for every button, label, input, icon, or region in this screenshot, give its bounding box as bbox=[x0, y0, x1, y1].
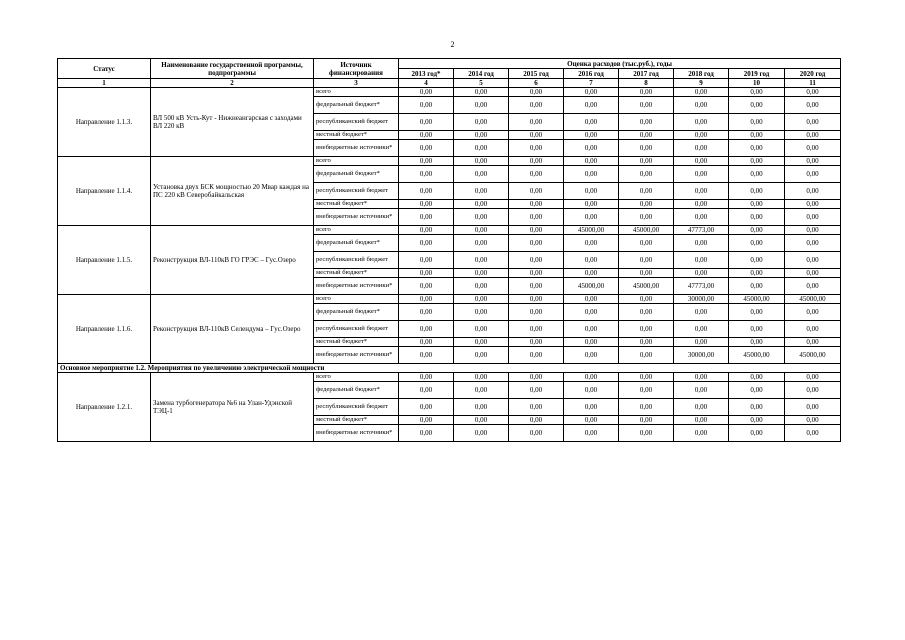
value-cell: 0,00 bbox=[399, 226, 454, 235]
value-cell: 0,00 bbox=[399, 321, 454, 338]
value-cell: 0,00 bbox=[454, 183, 509, 200]
funding-source-cell: федеральный бюджет* bbox=[314, 97, 399, 114]
value-cell: 0,00 bbox=[674, 252, 729, 269]
program-name-cell: ВЛ 500 кВ Усть-Кут - Нижнеангарская с заходами ВЛ 220 кВ bbox=[151, 88, 314, 157]
value-cell: 0,00 bbox=[619, 425, 674, 442]
funding-source-cell: местный бюджет* bbox=[314, 338, 399, 347]
value-cell: 0,00 bbox=[454, 200, 509, 209]
value-cell: 0,00 bbox=[674, 416, 729, 425]
value-cell: 0,00 bbox=[509, 114, 564, 131]
table-row bbox=[58, 88, 841, 97]
value-cell: 0,00 bbox=[564, 131, 619, 140]
value-cell: 0,00 bbox=[564, 338, 619, 347]
program-name-cell: Реконструкция ВЛ-110кВ Селендума – Гус.Озеро bbox=[151, 295, 314, 364]
value-cell: 0,00 bbox=[729, 382, 785, 399]
header-column-index: 5 bbox=[454, 79, 509, 88]
funding-source-cell: внебюджетные источники* bbox=[314, 425, 399, 442]
value-cell: 45000,00 bbox=[729, 347, 785, 364]
value-cell: 0,00 bbox=[619, 88, 674, 97]
value-cell: 0,00 bbox=[674, 338, 729, 347]
value-cell: 30000,00 bbox=[674, 347, 729, 364]
value-cell: 0,00 bbox=[785, 382, 841, 399]
value-cell: 0,00 bbox=[729, 373, 785, 382]
value-cell: 45000,00 bbox=[785, 295, 841, 304]
status-cell: Направление 1.1.6. bbox=[58, 295, 151, 364]
funding-source-cell: местный бюджет* bbox=[314, 200, 399, 209]
value-cell: 0,00 bbox=[785, 373, 841, 382]
value-cell: 0,00 bbox=[619, 114, 674, 131]
value-cell: 0,00 bbox=[729, 252, 785, 269]
value-cell: 0,00 bbox=[564, 209, 619, 226]
value-cell: 0,00 bbox=[674, 209, 729, 226]
funding-source-cell: федеральный бюджет* bbox=[314, 304, 399, 321]
value-cell: 0,00 bbox=[399, 373, 454, 382]
value-cell: 0,00 bbox=[785, 416, 841, 425]
value-cell: 0,00 bbox=[509, 131, 564, 140]
value-cell: 0,00 bbox=[564, 97, 619, 114]
status-cell: Направление 1.1.3. bbox=[58, 88, 151, 157]
header-estimate: Оценка расходов (тыс.руб.), годы bbox=[399, 59, 841, 69]
value-cell: 0,00 bbox=[785, 183, 841, 200]
value-cell: 0,00 bbox=[509, 338, 564, 347]
value-cell: 0,00 bbox=[785, 114, 841, 131]
funding-source-cell: республиканский бюджет bbox=[314, 114, 399, 131]
value-cell: 0,00 bbox=[729, 399, 785, 416]
value-cell: 0,00 bbox=[619, 97, 674, 114]
funding-source-cell: внебюджетные источники* bbox=[314, 278, 399, 295]
value-cell: 0,00 bbox=[729, 166, 785, 183]
value-cell: 0,00 bbox=[399, 183, 454, 200]
value-cell: 0,00 bbox=[399, 269, 454, 278]
value-cell: 0,00 bbox=[399, 338, 454, 347]
value-cell: 0,00 bbox=[454, 338, 509, 347]
value-cell: 0,00 bbox=[564, 373, 619, 382]
value-cell: 0,00 bbox=[674, 140, 729, 157]
value-cell: 0,00 bbox=[674, 373, 729, 382]
value-cell: 0,00 bbox=[399, 235, 454, 252]
value-cell: 0,00 bbox=[785, 209, 841, 226]
value-cell: 0,00 bbox=[564, 140, 619, 157]
value-cell: 45000,00 bbox=[729, 295, 785, 304]
value-cell: 45000,00 bbox=[785, 347, 841, 364]
value-cell: 0,00 bbox=[564, 88, 619, 97]
value-cell: 0,00 bbox=[619, 252, 674, 269]
value-cell: 0,00 bbox=[564, 321, 619, 338]
status-cell: Направление 1.1.4. bbox=[58, 157, 151, 226]
value-cell: 0,00 bbox=[619, 295, 674, 304]
value-cell: 0,00 bbox=[564, 166, 619, 183]
program-name-cell: Реконструкция ВЛ-110кВ ГО ГРЭС – Гус.Озеро bbox=[151, 226, 314, 295]
value-cell: 0,00 bbox=[509, 252, 564, 269]
value-cell: 0,00 bbox=[454, 166, 509, 183]
value-cell: 0,00 bbox=[399, 140, 454, 157]
value-cell: 0,00 bbox=[674, 157, 729, 166]
value-cell: 0,00 bbox=[785, 140, 841, 157]
value-cell: 47773,00 bbox=[674, 226, 729, 235]
funding-source-cell: внебюджетные источники* bbox=[314, 140, 399, 157]
value-cell: 0,00 bbox=[674, 399, 729, 416]
value-cell: 0,00 bbox=[785, 157, 841, 166]
value-cell: 0,00 bbox=[619, 382, 674, 399]
value-cell: 45000,00 bbox=[564, 226, 619, 235]
budget-table bbox=[57, 58, 841, 442]
value-cell: 0,00 bbox=[729, 114, 785, 131]
value-cell: 0,00 bbox=[729, 200, 785, 209]
value-cell: 0,00 bbox=[564, 347, 619, 364]
value-cell: 0,00 bbox=[509, 166, 564, 183]
value-cell: 0,00 bbox=[399, 200, 454, 209]
value-cell: 0,00 bbox=[399, 88, 454, 97]
funding-source-cell: федеральный бюджет* bbox=[314, 235, 399, 252]
value-cell: 0,00 bbox=[564, 235, 619, 252]
value-cell: 0,00 bbox=[454, 295, 509, 304]
funding-source-cell: всего bbox=[314, 226, 399, 235]
status-cell: Направление 1.1.5. bbox=[58, 226, 151, 295]
value-cell: 0,00 bbox=[674, 382, 729, 399]
value-cell: 0,00 bbox=[399, 416, 454, 425]
value-cell: 0,00 bbox=[454, 209, 509, 226]
value-cell: 0,00 bbox=[619, 166, 674, 183]
header-year: 2013 год* bbox=[399, 69, 454, 79]
header-year: 2018 год bbox=[674, 69, 729, 79]
value-cell: 0,00 bbox=[509, 209, 564, 226]
value-cell: 0,00 bbox=[785, 88, 841, 97]
table-row bbox=[58, 157, 841, 166]
value-cell: 0,00 bbox=[454, 278, 509, 295]
funding-source-cell: всего bbox=[314, 88, 399, 97]
value-cell: 0,00 bbox=[564, 416, 619, 425]
value-cell: 0,00 bbox=[564, 382, 619, 399]
value-cell: 0,00 bbox=[454, 304, 509, 321]
value-cell: 0,00 bbox=[564, 295, 619, 304]
table-row bbox=[58, 295, 841, 304]
header-year: 2020 год bbox=[785, 69, 841, 79]
value-cell: 0,00 bbox=[729, 209, 785, 226]
value-cell: 30000,00 bbox=[674, 295, 729, 304]
value-cell: 0,00 bbox=[509, 269, 564, 278]
value-cell: 0,00 bbox=[729, 157, 785, 166]
section-title: Основное мероприятие 1.2. Мероприятия по увеличению электрической мощности bbox=[58, 364, 841, 373]
value-cell: 0,00 bbox=[564, 183, 619, 200]
value-cell: 0,00 bbox=[619, 373, 674, 382]
value-cell: 0,00 bbox=[785, 97, 841, 114]
value-cell: 45000,00 bbox=[564, 278, 619, 295]
value-cell: 0,00 bbox=[399, 295, 454, 304]
value-cell: 0,00 bbox=[729, 425, 785, 442]
funding-source-cell: всего bbox=[314, 295, 399, 304]
header-column-index: 2 bbox=[151, 79, 314, 88]
value-cell: 0,00 bbox=[509, 321, 564, 338]
value-cell: 0,00 bbox=[454, 269, 509, 278]
value-cell: 0,00 bbox=[509, 183, 564, 200]
value-cell: 0,00 bbox=[619, 183, 674, 200]
value-cell: 0,00 bbox=[729, 321, 785, 338]
value-cell: 0,00 bbox=[509, 226, 564, 235]
header-column-index: 3 bbox=[314, 79, 399, 88]
value-cell: 0,00 bbox=[785, 304, 841, 321]
value-cell: 0,00 bbox=[729, 269, 785, 278]
value-cell: 0,00 bbox=[509, 88, 564, 97]
value-cell: 0,00 bbox=[454, 131, 509, 140]
value-cell: 0,00 bbox=[399, 114, 454, 131]
value-cell: 0,00 bbox=[729, 97, 785, 114]
value-cell: 0,00 bbox=[399, 97, 454, 114]
value-cell: 0,00 bbox=[619, 304, 674, 321]
value-cell: 45000,00 bbox=[619, 226, 674, 235]
value-cell: 0,00 bbox=[729, 88, 785, 97]
value-cell: 0,00 bbox=[674, 97, 729, 114]
header-year: 2017 год bbox=[619, 69, 674, 79]
program-name-cell: Замена турбогенератора №6 на Улан-Удэнской ТЭЦ-1 bbox=[151, 373, 314, 442]
funding-source-cell: внебюджетные источники* bbox=[314, 347, 399, 364]
funding-source-cell: республиканский бюджет bbox=[314, 321, 399, 338]
header-column-index: 1 bbox=[58, 79, 151, 88]
value-cell: 0,00 bbox=[399, 399, 454, 416]
value-cell: 0,00 bbox=[785, 252, 841, 269]
value-cell: 0,00 bbox=[509, 295, 564, 304]
table-row bbox=[58, 373, 841, 382]
header-column-index: 10 bbox=[729, 79, 785, 88]
header-column-index: 11 bbox=[785, 79, 841, 88]
funding-source-cell: федеральный бюджет* bbox=[314, 382, 399, 399]
funding-source-cell: федеральный бюджет* bbox=[314, 166, 399, 183]
value-cell: 0,00 bbox=[785, 338, 841, 347]
value-cell: 0,00 bbox=[399, 347, 454, 364]
header-year: 2016 год bbox=[564, 69, 619, 79]
value-cell: 0,00 bbox=[509, 157, 564, 166]
value-cell: 47773,00 bbox=[674, 278, 729, 295]
value-cell: 0,00 bbox=[399, 382, 454, 399]
value-cell: 0,00 bbox=[454, 373, 509, 382]
value-cell: 0,00 bbox=[454, 97, 509, 114]
value-cell: 0,00 bbox=[674, 321, 729, 338]
value-cell: 0,00 bbox=[509, 347, 564, 364]
value-cell: 0,00 bbox=[785, 399, 841, 416]
status-cell: Направление 1.2.1. bbox=[58, 373, 151, 442]
value-cell: 0,00 bbox=[564, 269, 619, 278]
value-cell: 0,00 bbox=[454, 88, 509, 97]
value-cell: 0,00 bbox=[674, 425, 729, 442]
value-cell: 0,00 bbox=[564, 425, 619, 442]
value-cell: 0,00 bbox=[454, 157, 509, 166]
value-cell: 0,00 bbox=[454, 382, 509, 399]
header-column-index: 4 bbox=[399, 79, 454, 88]
header-column-index: 7 bbox=[564, 79, 619, 88]
funding-source-cell: местный бюджет* bbox=[314, 131, 399, 140]
value-cell: 0,00 bbox=[454, 416, 509, 425]
value-cell: 0,00 bbox=[399, 278, 454, 295]
value-cell: 0,00 bbox=[729, 416, 785, 425]
value-cell: 0,00 bbox=[509, 200, 564, 209]
header-year: 2014 год bbox=[454, 69, 509, 79]
value-cell: 0,00 bbox=[509, 373, 564, 382]
funding-source-cell: местный бюджет* bbox=[314, 269, 399, 278]
program-name-cell: Установка двух БСК мощностью 20 Мвар каждая на ПС 220 кВ Северобайкальская bbox=[151, 157, 314, 226]
value-cell: 0,00 bbox=[564, 399, 619, 416]
value-cell: 0,00 bbox=[454, 235, 509, 252]
value-cell: 0,00 bbox=[674, 131, 729, 140]
value-cell: 0,00 bbox=[454, 321, 509, 338]
value-cell: 0,00 bbox=[729, 338, 785, 347]
value-cell: 0,00 bbox=[399, 209, 454, 226]
value-cell: 0,00 bbox=[564, 157, 619, 166]
value-cell: 0,00 bbox=[619, 209, 674, 226]
value-cell: 0,00 bbox=[619, 235, 674, 252]
value-cell: 0,00 bbox=[399, 425, 454, 442]
value-cell: 0,00 bbox=[729, 140, 785, 157]
value-cell: 0,00 bbox=[509, 304, 564, 321]
value-cell: 0,00 bbox=[785, 425, 841, 442]
value-cell: 0,00 bbox=[564, 200, 619, 209]
value-cell: 0,00 bbox=[785, 226, 841, 235]
value-cell: 0,00 bbox=[619, 399, 674, 416]
value-cell: 0,00 bbox=[399, 304, 454, 321]
value-cell: 0,00 bbox=[785, 269, 841, 278]
header-year: 2019 год bbox=[729, 69, 785, 79]
value-cell: 0,00 bbox=[674, 200, 729, 209]
value-cell: 0,00 bbox=[454, 425, 509, 442]
value-cell: 0,00 bbox=[674, 88, 729, 97]
value-cell: 0,00 bbox=[729, 235, 785, 252]
header-column-index: 9 bbox=[674, 79, 729, 88]
value-cell: 0,00 bbox=[729, 183, 785, 200]
header-column-index: 8 bbox=[619, 79, 674, 88]
value-cell: 0,00 bbox=[509, 425, 564, 442]
value-cell: 0,00 bbox=[509, 97, 564, 114]
value-cell: 0,00 bbox=[785, 278, 841, 295]
value-cell: 0,00 bbox=[509, 416, 564, 425]
value-cell: 0,00 bbox=[509, 382, 564, 399]
value-cell: 0,00 bbox=[619, 321, 674, 338]
value-cell: 0,00 bbox=[564, 304, 619, 321]
funding-source-cell: местный бюджет* bbox=[314, 416, 399, 425]
value-cell: 0,00 bbox=[509, 235, 564, 252]
value-cell: 0,00 bbox=[564, 114, 619, 131]
value-cell: 0,00 bbox=[785, 166, 841, 183]
funding-source-cell: всего bbox=[314, 373, 399, 382]
header-year: 2015 год bbox=[509, 69, 564, 79]
value-cell: 0,00 bbox=[509, 278, 564, 295]
value-cell: 0,00 bbox=[785, 235, 841, 252]
table-row bbox=[58, 226, 841, 235]
value-cell: 0,00 bbox=[619, 338, 674, 347]
header-column-index: 6 bbox=[509, 79, 564, 88]
value-cell: 0,00 bbox=[785, 131, 841, 140]
value-cell: 0,00 bbox=[399, 166, 454, 183]
value-cell: 0,00 bbox=[674, 304, 729, 321]
header-status: Статус bbox=[58, 59, 151, 79]
header-source: Источник финансирования bbox=[314, 59, 399, 79]
funding-source-cell: внебюджетные источники* bbox=[314, 209, 399, 226]
value-cell: 0,00 bbox=[674, 114, 729, 131]
value-cell: 0,00 bbox=[729, 278, 785, 295]
value-cell: 0,00 bbox=[619, 416, 674, 425]
value-cell: 0,00 bbox=[509, 140, 564, 157]
value-cell: 0,00 bbox=[619, 347, 674, 364]
page-number: 2 bbox=[450, 40, 455, 49]
value-cell: 0,00 bbox=[729, 304, 785, 321]
value-cell: 0,00 bbox=[509, 399, 564, 416]
value-cell: 0,00 bbox=[399, 252, 454, 269]
section-row bbox=[58, 364, 841, 373]
value-cell: 0,00 bbox=[454, 399, 509, 416]
value-cell: 0,00 bbox=[454, 140, 509, 157]
funding-source-cell: республиканский бюджет bbox=[314, 399, 399, 416]
value-cell: 0,00 bbox=[399, 131, 454, 140]
value-cell: 0,00 bbox=[785, 321, 841, 338]
value-cell: 0,00 bbox=[674, 269, 729, 278]
value-cell: 0,00 bbox=[564, 252, 619, 269]
value-cell: 45000,00 bbox=[619, 278, 674, 295]
value-cell: 0,00 bbox=[454, 114, 509, 131]
funding-source-cell: республиканский бюджет bbox=[314, 252, 399, 269]
funding-source-cell: всего bbox=[314, 157, 399, 166]
value-cell: 0,00 bbox=[454, 226, 509, 235]
value-cell: 0,00 bbox=[619, 269, 674, 278]
value-cell: 0,00 bbox=[619, 140, 674, 157]
value-cell: 0,00 bbox=[619, 131, 674, 140]
value-cell: 0,00 bbox=[729, 131, 785, 140]
value-cell: 0,00 bbox=[729, 226, 785, 235]
value-cell: 0,00 bbox=[619, 200, 674, 209]
header-name: Наименование государственной программы, подпрограммы bbox=[151, 59, 314, 79]
value-cell: 0,00 bbox=[399, 157, 454, 166]
value-cell: 0,00 bbox=[619, 157, 674, 166]
value-cell: 0,00 bbox=[674, 183, 729, 200]
funding-source-cell: республиканский бюджет bbox=[314, 183, 399, 200]
value-cell: 0,00 bbox=[785, 200, 841, 209]
value-cell: 0,00 bbox=[674, 166, 729, 183]
value-cell: 0,00 bbox=[454, 347, 509, 364]
value-cell: 0,00 bbox=[674, 235, 729, 252]
value-cell: 0,00 bbox=[454, 252, 509, 269]
